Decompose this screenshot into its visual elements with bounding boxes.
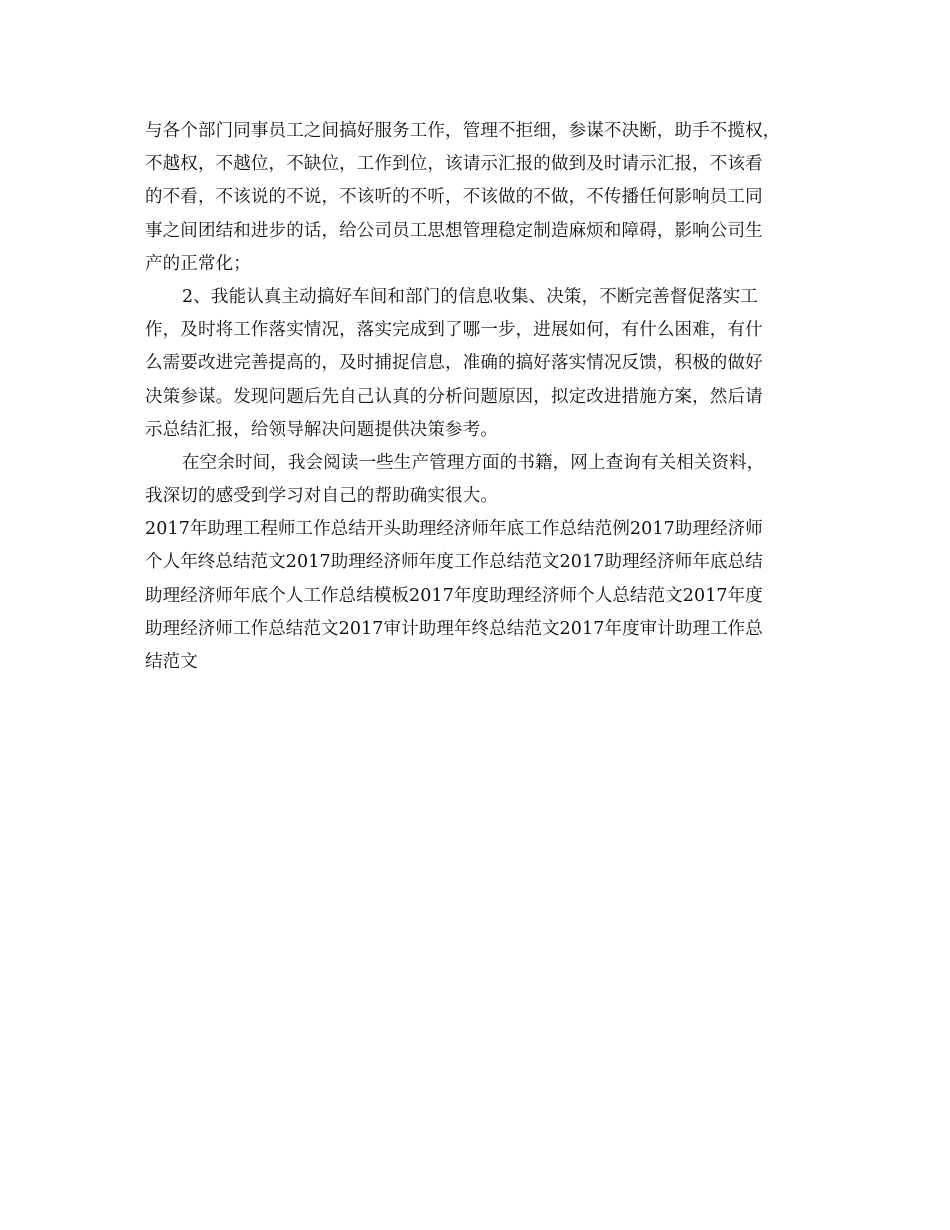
text-line: 事之间团结和进步的话，给公司员工思想管理稳定制造麻烦和障碍，影响公司生 [145, 220, 763, 241]
related-articles-line: 2017年助理工程师工作总结开头助理经济师年底工作总结范例2017助理经济师 [145, 519, 763, 540]
related-articles-line: 个人年终总结范文2017助理经济师年度工作总结范文2017助理经济师年底总结 [145, 552, 763, 573]
text-line: 示总结汇报，给领导解决问题提供决策参考。 [145, 419, 498, 440]
text-line: 么需要改进完善提高的，及时捕捉信息，准确的搞好落实情况反馈，积极的做好 [145, 353, 763, 374]
text-line: 决策参谋。发现问题后先自己认真的分析问题原因，拟定改进措施方案，然后请 [145, 386, 763, 407]
text-line: 作，及时将工作落实情况，落实完成到了哪一步，进展如何，有什么困难，有什 [145, 320, 763, 341]
text-line: 产的正常化； [145, 253, 251, 274]
related-articles-line: 助理经济师工作总结范文2017审计助理年终总结范文2017年度审计助理工作总 [145, 618, 763, 639]
document-body [145, 115, 805, 679]
text-line: 与各个部门同事员工之间搞好服务工作，管理不拒细，参谋不决断，助手不揽权， [145, 121, 781, 141]
paragraph-service-work [145, 115, 805, 281]
text-line: 在空余时间，我会阅读一些生产管理方面的书籍，网上查询有关相关资料， [182, 452, 765, 473]
text-line: 我深切的感受到学习对自己的帮助确实很大。 [145, 486, 498, 507]
related-articles-line: 助理经济师年底个人工作总结模板2017年度助理经济师个人总结范文2017年度 [145, 585, 763, 606]
text-line: 不越权，不越位，不缺位，工作到位，该请示汇报的做到及时请示汇报，不该看 [145, 154, 763, 175]
text-line: 的不看，不该说的不说，不该听的不听，不该做的不做，不传播任何影响员工同 [145, 187, 763, 208]
related-articles-list [145, 513, 805, 679]
related-articles-line: 结范文 [145, 652, 198, 672]
text-line: 2、我能认真主动搞好车间和部门的信息收集、决策，不断完善督促落实工 [182, 286, 759, 307]
paragraph-information-collection [145, 281, 805, 447]
paragraph-spare-time-learning [145, 447, 805, 513]
